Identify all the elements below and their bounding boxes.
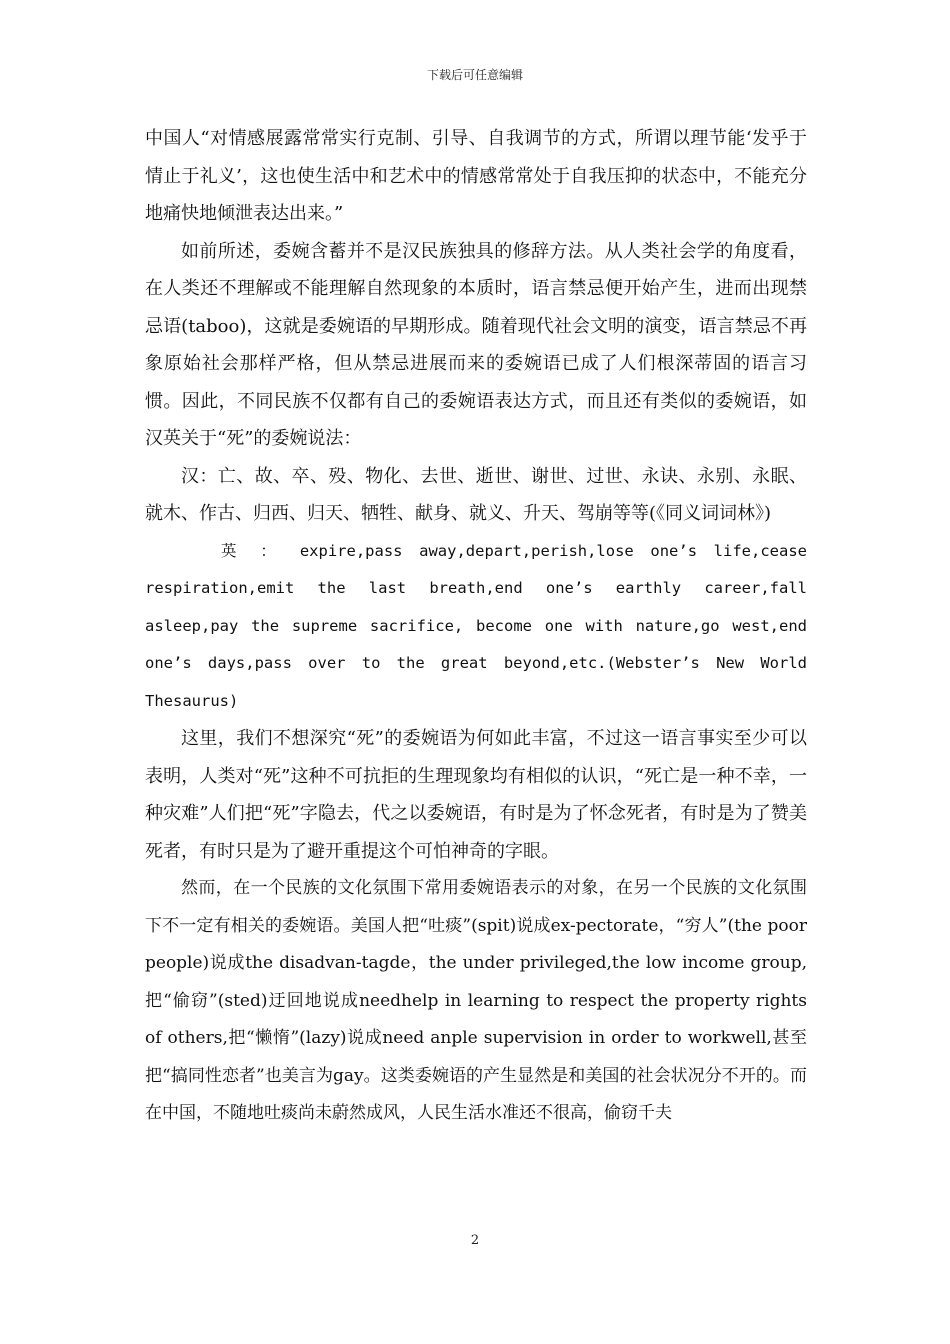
document-body [145, 120, 807, 1133]
paragraph: 中国人“对情感展露常常实行克制、引导、自我调节的方式，所谓以理节能‘发乎于情止于礼义’，这也使生活中和艺术中的情感常常处于自我压抑的状态中，不能充分地痛快地倾泄表达出来。” [145, 128, 807, 224]
page-number: 2 [470, 1233, 480, 1248]
page-header: 下载后可任意编辑 [426, 68, 523, 82]
english-euphemisms-paragraph: 英 ： expire,pass away,depart,perish,lose one’s life,cease respiration,emit the last breath,end one’s earthly career,fall asleep,pay the supreme sacrifice, become one with nature,go west,end one’s days,pass over to the great beyond,etc.(Webster’s New World Thesaurus) [145, 541, 807, 710]
paragraph: 然而，在一个民族的文化氛围下常用委婉语表示的对象，在另一个民族的文化氛围下不一定有相关的委婉语。美国人把“吐痰”(spit)说成ex-pectorate，“穷人”(the poor people)说成the disadvan-tagde，the under privileged,the low income group,把“偷窃”(sted)迂回地说成needhelp in learning to respect the property rights of others,把“懒惰”(lazy)说成need anple supervision in order to workwell,甚至把“搞同性恋者”也美言为gay。这类委婉语的产生显然是和美国的社会状况分不开的。而在中国，不随地吐痰尚未蔚然成风，人民生活水准还不很高，偷窃千夫 [145, 878, 807, 1123]
paragraph: 汉：亡、故、卒、殁、物化、去世、逝世、谢世、过世、永诀、永别、永眠、就木、作古、归西、归天、牺牲、献身、就义、升天、驾崩等等(《同义词词林》) [145, 465, 807, 524]
paragraph: 如前所述，委婉含蓄并不是汉民族独具的修辞方法。从人类社会学的角度看，在人类还不理解或不能理解自然现象的本质时，语言禁忌便开始产生，进而出现禁忌语(taboo)，这就是委婉语的早期形成。随着现代社会文明的演变，语言禁忌不再象原始社会那样严格，但从禁忌进展而来的委婉语已成了人们根深蒂固的语言习惯。因此，不同民族不仅都有自己的委婉语表达方式，而且还有类似的委婉语，如汉英关于“死”的委婉说法： [145, 240, 807, 449]
paragraph: 这里，我们不想深究“死”的委婉语为何如此丰富，不过这一语言事实至少可以表明，人类对“死”这种不可抗拒的生理现象均有相似的认识，“死亡是一种不幸，一种灾难”人们把“死”字隐去，代之以委婉语，有时是为了怀念死者，有时是为了赞美死者，有时只是为了避开重提这个可怕神奇的字眼。 [145, 728, 807, 862]
